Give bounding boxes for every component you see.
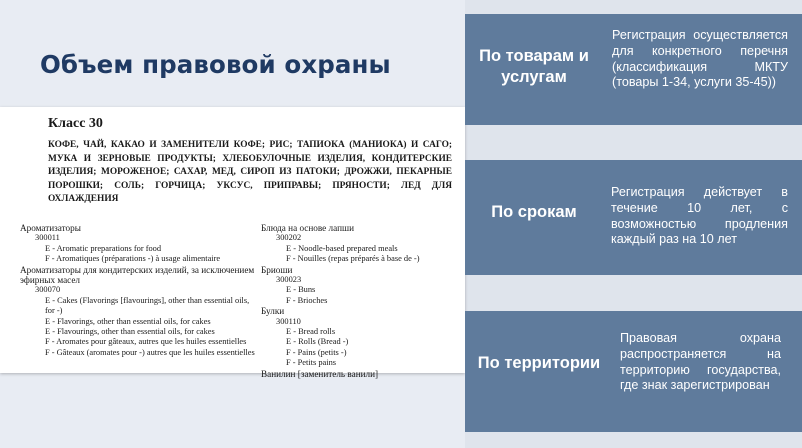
goods-entry-name: Ароматизаторы для кондитерских изделий, за исключением эфирных масел	[20, 264, 255, 286]
goods-entry-code: 300011	[35, 233, 60, 243]
goods-entry	[20, 223, 260, 265]
card-label: По территории	[477, 354, 601, 372]
goods-entry-code: 300110	[276, 316, 301, 326]
goods-entry-translation: E - Flavourings, other than essential oils, for cakes	[45, 327, 215, 337]
goods-entry-translation: E - Flavorings, other than essential oils, for cakes	[45, 316, 211, 326]
goods-entry-translation: E - Buns	[286, 285, 316, 295]
card-description: Регистрация осуществляется для конкретного перечня (классификация МКТУ (товары 1-34, услуги 35-45))	[612, 28, 788, 90]
card-description: Регистрация действует в течение 10 лет, с возможностью продления каждый раз на 10 лет	[611, 185, 788, 247]
card-description: Правовая охрана распространяется на территорию государства, где знак зарегистрирован	[620, 331, 781, 393]
goods-entry-name: Блюда на основе лапши	[261, 223, 354, 233]
slide-title: Объем правовой охраны	[40, 50, 391, 79]
goods-entry	[261, 265, 461, 307]
goods-entry-code: 300202	[276, 233, 302, 243]
goods-entry-translation: E - Cakes (Flavorings [flavourings], other than essential oils, for -)	[45, 295, 250, 316]
goods-entry	[261, 369, 461, 379]
goods-entry-code: 300070	[35, 285, 61, 295]
goods-entry-name: Ароматизаторы	[20, 223, 81, 233]
goods-entry-name: Ванилин [заменитель ванили]	[261, 368, 379, 379]
goods-entry-translation: F - Nouilles (repas préparés à base de -)	[286, 254, 420, 264]
goods-entry	[20, 265, 260, 359]
class-heading: Класс 30	[48, 116, 103, 131]
goods-entry	[261, 223, 461, 265]
goods-entry-translation: E - Noodle-based prepared meals	[286, 243, 398, 253]
goods-entry-translation: F - Aromates pour gâteaux, autres que les huiles essentielles	[45, 337, 247, 347]
card-label: По срокам	[491, 203, 577, 221]
goods-entry-name: Бриоши	[261, 264, 293, 275]
goods-entry-translation: E - Bread rolls	[286, 327, 336, 337]
goods-entry-translation: E - Rolls (Bread -)	[286, 337, 349, 347]
goods-entry-code: 300023	[276, 275, 302, 285]
right-goods-column	[261, 223, 461, 379]
card-label: По товарам и услугам	[479, 47, 589, 86]
goods-entry-name: Булки	[261, 306, 285, 317]
goods-entry-translation: F - Aromatiques (préparations -) à usage alimentaire	[45, 254, 221, 264]
goods-entry	[261, 306, 461, 368]
goods-entry-translation: F - Brioches	[286, 295, 328, 305]
classification-document-image	[0, 107, 465, 379]
scope-card-goods-services	[465, 14, 802, 125]
class-header-text: КОФЕ, ЧАЙ, КАКАО И ЗАМЕНИТЕЛИ КОФЕ; РИС; ТАПИОКА (МАНИОКА) И САГО; МУКА И ЗЕРНОВЫЕ ПРОДУКТЫ; ХЛЕБОБУЛОЧНЫЕ ИЗДЕЛИЯ, КОНДИТЕРСКИЕ ИЗДЕЛИЯ; МОРОЖЕНОЕ; САХАР, МЕД, СИРОП ИЗ ПАТОКИ; ДРОЖЖИ, ПЕКАРНЫЕ ПОРОШКИ; СОЛЬ; ГОРЧИЦА; УКСУС, ПРИПРАВЫ; ПРЯНОСТИ; ЛЕД ДЛЯ ОХЛАЖДЕНИЯ	[48, 140, 452, 205]
left-goods-column	[20, 223, 260, 358]
goods-entry-translation: E - Aromatic preparations for food	[45, 243, 162, 253]
goods-entry-translation: F - Petits pains	[286, 358, 337, 368]
goods-entry-translation: F - Pains (petits -)	[286, 347, 347, 357]
scope-card-term	[465, 160, 802, 275]
goods-entry-translation: F - Gâteaux (aromates pour -) autres que les huiles essentielles	[45, 347, 255, 357]
scope-card-territory	[465, 311, 802, 432]
